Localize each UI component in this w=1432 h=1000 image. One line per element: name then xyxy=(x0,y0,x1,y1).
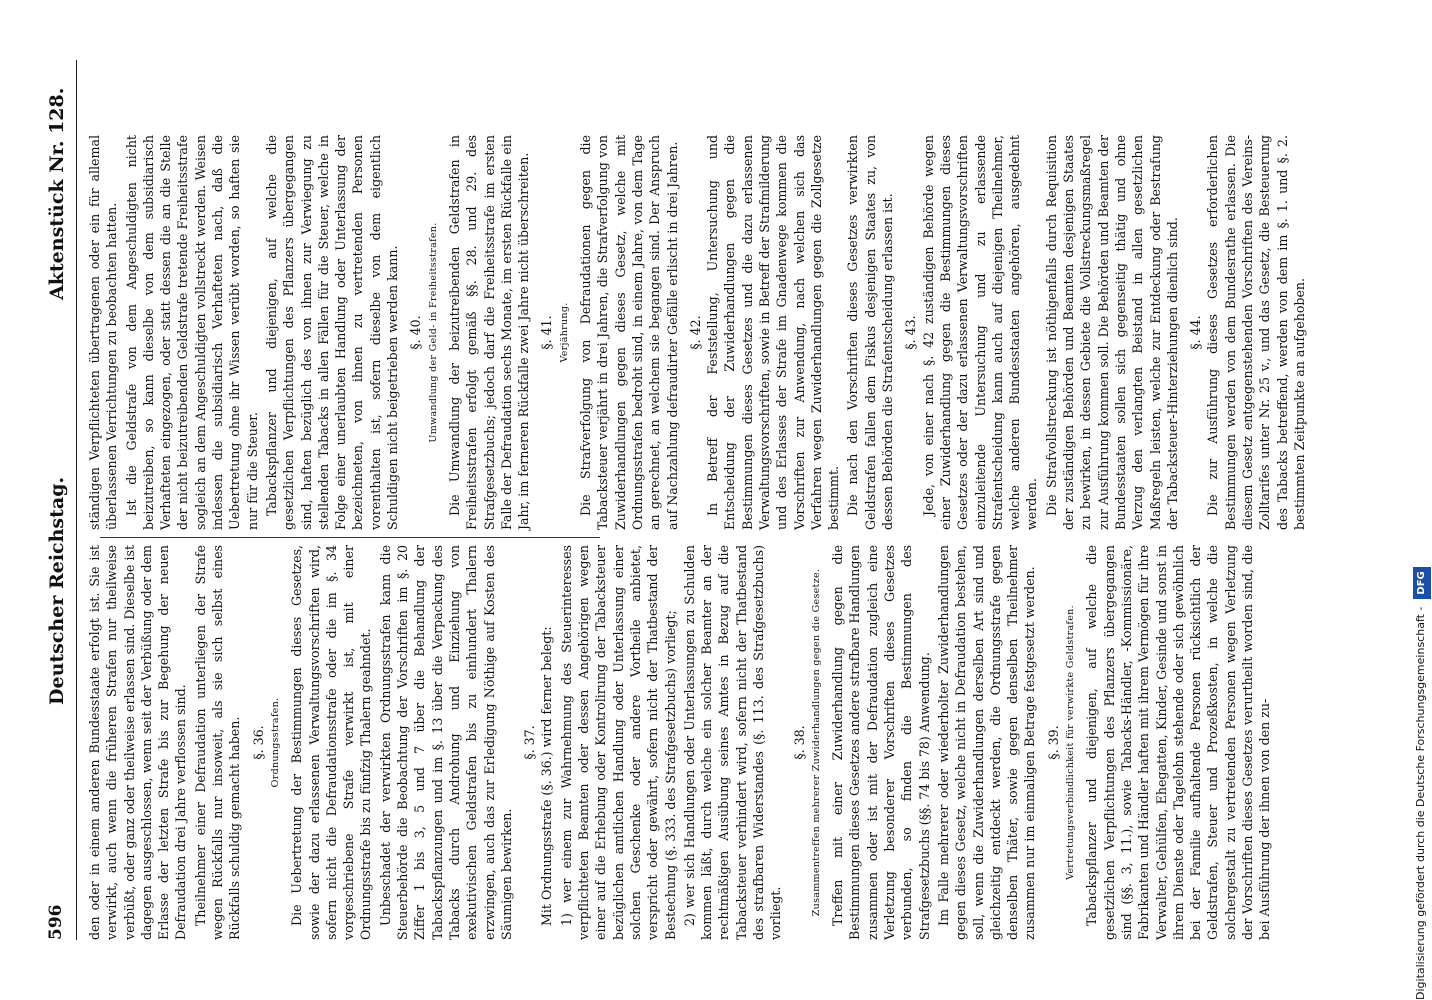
running-head-left: Deutscher Reichstag. xyxy=(46,476,68,705)
digitization-credit xyxy=(1412,20,1430,1000)
section-heading: §. 44. xyxy=(1188,315,1204,350)
paragraph: Tabackspflanzer und diejenigen, auf welche die gesetzlichen Verpflichtungen des Pflanzers übergegangen sind (§§. 3, 11.), sowie Tabacks-Händler, -Kommissionäre, Fabrikanten und Händler haften mit ihrem Vermögen für ihre Verwalter, Gehülfen, Ehegatten, Kinder, Gesinde und sonst in ihrem Dienste oder Tagelohn stehende oder sich gewöhnlich bei der Familie aufhaltende Personen rücksichtlich der Geldstrafen, Steuer und Prozeßkosten, in welche die solchergestalt zu vertretenden Personen wegen Verletzung der Vorschriften dieses Gesetzes verurtheilt worden sind, die bei Ausführung der ihnen von den zu- xyxy=(1084,545,1273,940)
paragraph: Theilnehmer einer Defraudation unterliegen der Strafe wegen Rückfalls nur insoweit, als sie sich selbst eines Rückfalls schuldig gemacht haben. xyxy=(192,545,243,940)
section-subtitle: Verjährung. xyxy=(558,302,570,363)
paragraph: Mit Ordnungsstrafe (§. 36.) wird ferner belegt: xyxy=(539,626,555,926)
paragraph: Ist die Geldstrafe von dem Angeschuldigten nicht beizutreiben, so kann dieselbe von dem subsidiarisch Verhafteten eingezogen, oder statt dessen die an die Stelle der nicht beizutreibenden Geldstrafe tretende Freiheitsstrafe sogleich an dem Angeschuldigten vollstreckt werden. Weisen indessen die subsidiarisch Verhafteten nach, daß die Uebertretung ohne ihr Wissen verübt worden, so haften sie nur für die Steuer. xyxy=(123,135,260,530)
paragraph: Die Umwandlung der beizutreibenden Geldstrafen in Freiheitsstrafen erfolgt gemäß §§. 28. und 29. des Strafgesetzbuchs; jedoch darf die Freiheitsstrafe im ersten Falle der Defraudation sechs Monate, im ersten Rückfalle ein Jahr, im ferneren Rückfalle zwei Jahre nicht überschreiten. xyxy=(446,135,532,530)
list-item: 1) wer einem zur Wahrnehmung des Steuerinteresses verpflichteten Beamten oder dessen Angehörigen wegen einer auf die Erhebung oder Kontrolirung der Tabacksteuer bezüglichen amtlichen Handlung oder Unterlassung einer solchen Geschenke oder andere Vortheile anbietet, verspricht oder gewährt, sofern nicht der Thatbestand der Bestechung (§. 333. des Strafgesetzbuchs) vorliegt; xyxy=(558,545,678,940)
paragraph: Im Falle mehrerer oder wiederholter Zuwiderhandlungen gegen dieses Gesetz, welche nicht in Defraudation bestehen, soll, wenn die Zuwiderhandlungen derselben Art sind und gleichzeitig entdeckt werden, die Ordnungsstrafe gegen denselben Thäter, sowie gegen denselben Theilnehmer zusammen nur im einmaligen Betrage festgesetzt werden. xyxy=(935,545,1038,940)
column-divider xyxy=(100,537,600,538)
paragraph: den oder in einem anderen Bundesstaate erfolgt ist. Sie ist verwirkt, auch wenn die früheren Strafen nur theilweise verbüßt, oder ganz oder theilweise erlassen sind. Dieselbe ist dagegen ausgeschlossen, wenn seit der Verbüßung oder dem Erlasse der letzten Strafe bis zur Begehung der neuen Defraudation drei Jahre verflossen sind. xyxy=(87,545,189,940)
section-heading: §. 39. xyxy=(1045,725,1061,760)
section-subtitle: Ordnungsstrafen. xyxy=(269,697,281,788)
section-heading: §. 36. xyxy=(250,725,266,760)
text-column-left xyxy=(86,545,1276,940)
paragraph: Unbeschadet der verwirkten Ordnungsstrafen kann die Steuerbehörde die Beobachtung der Vorschriften im §. 20 Ziffer 1 bis 3, 5 und 7 über die Behandlung der Tabackspflanzungen und im §. 13 über die Verpackung des Tabacks durch Androhung und Einziehung von exekutivischen Geldstrafen bis zu einhundert Thalern erzwingen, auch das zur Erledigung Nöthige auf Kosten des Säumigen bewirken. xyxy=(377,545,514,940)
section-heading: §. 38. xyxy=(791,725,807,760)
paragraph: ständigen Verpflichteten übertragenen oder ein für allemal überlassenen Verrichtungen zu beobachten hatten. xyxy=(87,135,120,530)
section-subtitle: Zusammentreffen mehrerer Zuwiderhandlungen gegen die Gesetze. xyxy=(810,568,822,917)
section-subtitle: Vertretungsverbindlichkeit für verwirkte Geldstrafen. xyxy=(1065,605,1077,880)
paragraph: In Betreff der Feststellung, Untersuchung und Entscheidung der Zuwiderhandlungen gegen die Bestimmungen dieses Gesetzes und die dazu erlassenen Verwaltungsvorschriften, sowie in Betreff der Strafmilderung und des Erlasses der Strafe im Gnadenwege kommen die Vorschriften zur Anwendung, nach welchen sich das Verfahren wegen Zuwiderhandlungen gegen die Zollgesetze bestimmt. xyxy=(705,135,842,530)
paragraph: Die nach den Vorschriften dieses Gesetzes verwirkten Geldstrafen fallen dem Fiskus desjenigen Staates zu, von dessen Behörden die Strafentscheidung erlassen ist. xyxy=(845,135,896,530)
paragraph: Tabackspflanzer und diejenigen, auf welche die gesetzlichen Verpflichtungen des Pflanzers übergegangen sind, haften bezüglich des von ihnen zur Verwiegung zu stellenden Tabacks in allen Fällen für die Steuer, welche in Folge einer unerlaubten Handlung oder Unterlassung der bezeichneten, von ihnen zu vertretenden Personen vorenthalten ist, sofern dieselbe von dem eigentlich Schuldigen nicht beigetrieben werden kann. xyxy=(263,135,401,530)
section-heading: §. 43. xyxy=(903,315,919,350)
list-item: 2) wer sich Handlungen oder Unterlassungen zu Schulden kommen läßt, durch welche ein solcher Beamter an der rechtmäßigen Ausübung seines Amtes in Bezug auf die Tabacksteuer verhindert wird, sofern nicht der Thatbestand des strafbaren Widerstandes (§. 113. des Strafgesetzbuchs) vorliegt. xyxy=(681,545,784,940)
dfg-logo: DFG xyxy=(1413,567,1431,598)
paragraph: Jede, von einer nach §. 42 zuständigen Behörde wegen einer Zuwiderhandlung gegen die Bestimmungen dieses Gesetzes oder der dazu erlassenen Verwaltungsvorschriften einzuleitende Untersuchung und zu erlassende Strafentscheidung kann auch auf diejenigen Theilnehmer, welche anderen Bundesstaaten angehören, ausgedehnt werden. xyxy=(920,135,1040,530)
paragraph: Die Strafvollstreckung ist nöthigenfalls durch Requisition der zuständigen Behörden und Beamten desjenigen Staates zu bewirken, in dessen Gebiete die Vollstreckungsmaßregel zur Ausführung kommen soll. Die Behörden und Beamten der Bundesstaaten sollen sich gegenseitig thätig und ohne Verzug den verlangten Beistand in allen gesetzlichen Maßregeln leisten, welche zur Entdeckung oder Bestrafung der Tabacksteuer-Hinterziehungen dienlich sind. xyxy=(1043,135,1180,530)
paragraph: Die Strafverfolgung von Defraudationen gegen die Tabacksteuer verjährt in drei Jahren, die Strafverfolgung von Zuwiderhandlungen gegen dieses Gesetz, welche mit Ordnungsstrafen bedroht sind, in einem Jahre, von dem Tage an gerechnet, an welchem sie begangen sind. Der Anspruch auf Nachzahlung defraudirter Gefälle erlischt in drei Jahren. xyxy=(578,135,680,530)
header-rule xyxy=(76,60,77,940)
paragraph: Die Uebertretung der Bestimmungen dieses Gesetzes, sowie der dazu erlassenen Verwaltungsvorschriften wird, sofern nicht die Defraudationsstrafe oder die im §. 34 vorgeschriebene Strafe verwirkt ist, mit einer Ordnungsstrafe bis zu fünfzig Thalern geahndet. xyxy=(289,545,374,940)
section-heading: §. 40. xyxy=(408,315,424,350)
section-heading: §. 37. xyxy=(522,725,538,760)
paragraph: Treffen mit einer Zuwiderhandlung gegen die Bestimmungen dieses Gesetzes andere strafbare Handlungen zusammen oder ist mit der Defraudation zugleich eine Verletzung besonderer Vorschriften dieses Gesetzes verbunden, so finden die Bestimmungen des Strafgesetzbuchs (§§. 74 bis 78) Anwendung. xyxy=(830,545,932,940)
text-column-right xyxy=(86,135,1310,530)
page-header xyxy=(40,60,74,940)
section-heading: §. 41. xyxy=(539,315,555,350)
running-head-right: Aktenstück Nr. 128. xyxy=(46,87,68,300)
credit-text: Digitalisierung gefördert durch die Deutsche Forschungsgemeinschaft - xyxy=(1414,606,1427,1000)
page-number: 596 xyxy=(46,904,66,940)
section-subtitle: Umwandlung der Geld- in Freiheitsstrafen. xyxy=(427,222,439,443)
section-heading: §. 42. xyxy=(687,315,703,350)
paragraph: Die zur Ausführung dieses Gesetzes erforderlichen Bestimmungen werden von dem Bundesrathe erlassen. Die diesem Gesetz entgegenstehenden Vorschriften des Vereins-Zolltarifes unter Nr. 25 v., und das Gesetz, die Besteuerung des Tabacks betreffend, werden von dem im §. 1. und §. 2. bestimmten Zeitpunkte an aufgehoben. xyxy=(1205,135,1307,530)
